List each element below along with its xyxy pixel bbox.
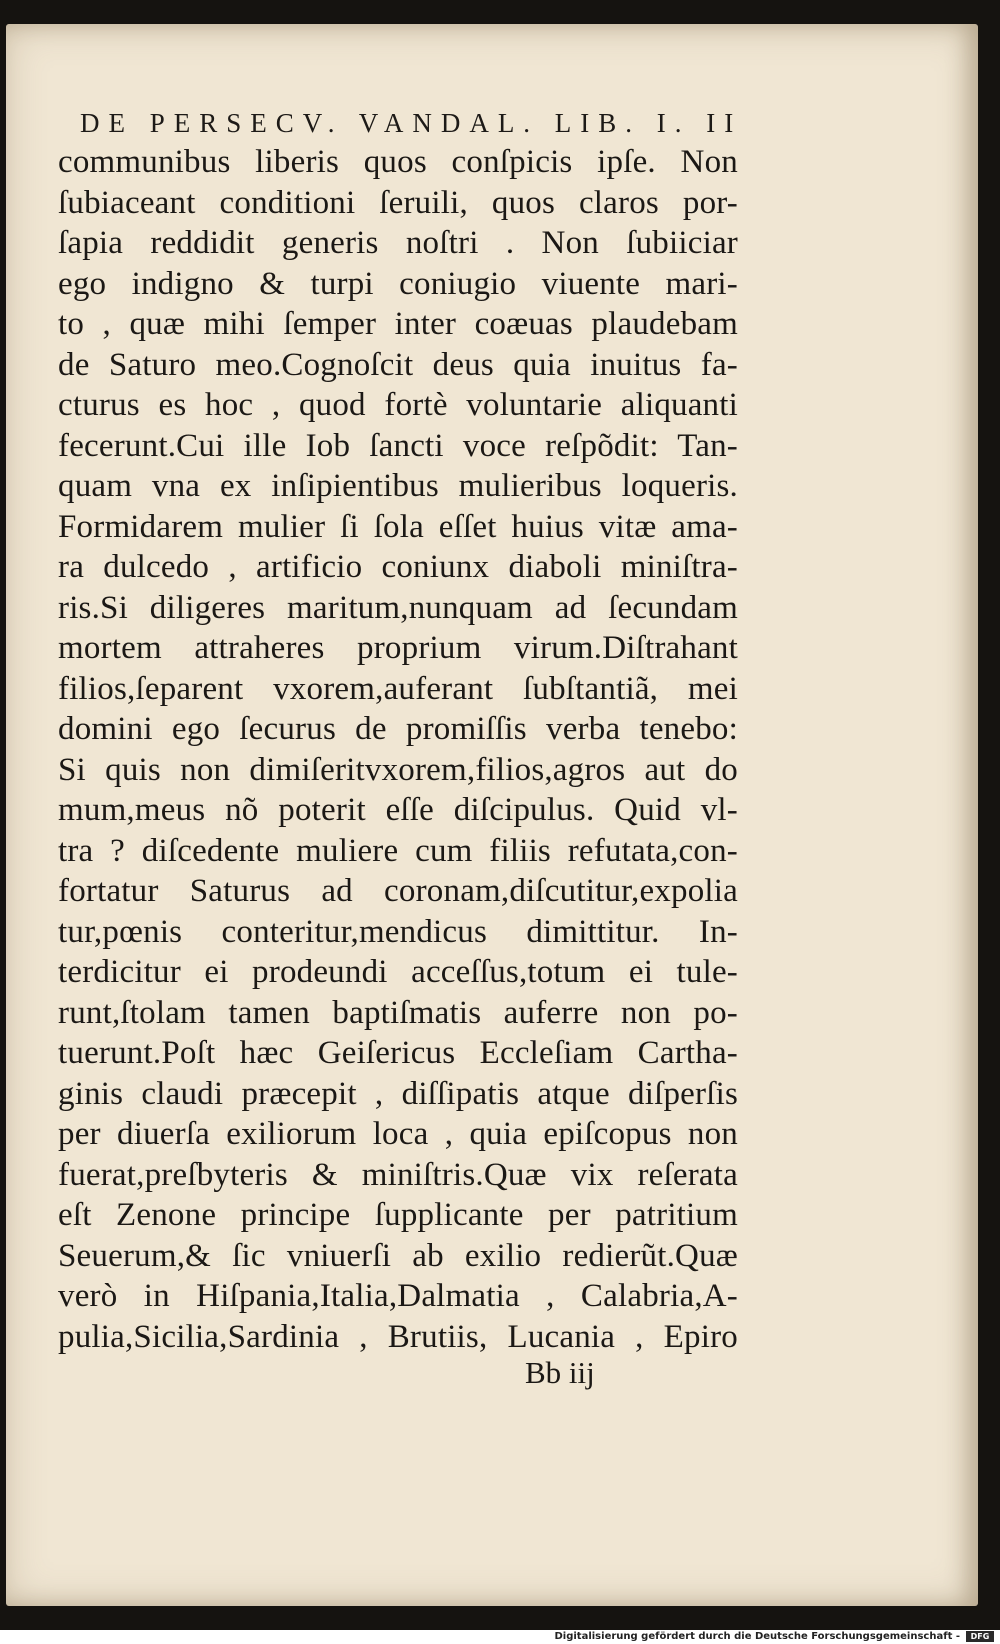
- text-line: mum,meus nõ poterit eſſe diſcipulus. Quid vl-: [58, 792, 738, 828]
- text-line: ris.Si diligeres maritum,nunquam ad ſecundam: [58, 589, 738, 626]
- text-line: communibus liberis quos conſpicis ipſe. Non: [58, 144, 738, 180]
- text-line: ra dulcedo , artificio coniunx diaboli miniſtra-: [58, 549, 738, 585]
- running-head: DE PERSECV. VANDAL. LIB. I. II: [80, 108, 743, 138]
- text-line: fuerat,preſbyteris & miniſtris.Quæ vix reſerata: [58, 1156, 738, 1193]
- text-line: tuerunt.Poſt hæc Geiſericus Eccleſiam Cartha-: [58, 1035, 738, 1071]
- text-line: fecerunt.Cui ille Iob ſancti voce reſpõdit: Tan-: [58, 427, 738, 464]
- text-line: ſubiaceant conditioni ſeruili, quos claros por-: [58, 184, 738, 221]
- text-line: terdicitur ei prodeundi acceſſus,totum ei tule-: [58, 954, 738, 990]
- text-line: eſt Zenone principe ſupplicante per patritium: [58, 1197, 738, 1233]
- text-line: runt,ſtolam tamen baptiſmatis auferre non po-: [58, 994, 738, 1031]
- body-text: [58, 142, 738, 1357]
- signature-mark: Bb iij: [525, 1355, 595, 1390]
- funding-note: Digitalisierung gefördert durch die Deutsche Forschungsgemeinschaft -: [554, 1631, 960, 1642]
- text-line: ſapia reddidit generis noſtri . Non ſubiiciar: [58, 225, 738, 261]
- text-line: de Saturo meo.Cognoſcit deus quia inuitus fa-: [58, 346, 738, 383]
- text-line: verò in Hiſpania,Italia,Dalmatia , Calabria,A-: [58, 1278, 738, 1314]
- text-line: Seuerum,& ſic vniuerſi ab exilio redierũt.Quæ: [58, 1237, 738, 1274]
- text-line: pulia,Sicilia,Sardinia , Brutiis, Lucania , Epiro: [58, 1318, 738, 1355]
- text-line: ginis claudi præcepit , diſſipatis atque diſperſis: [58, 1075, 738, 1112]
- footer-bar: [0, 1630, 1000, 1644]
- text-line: per diuerſa exiliorum loca , quia epiſcopus non: [58, 1116, 738, 1152]
- text-line: cturus es hoc , quod fortè voluntarie aliquanti: [58, 387, 738, 423]
- text-line: tur,pœnis conteritur,mendicus dimittitur. In-: [58, 913, 738, 950]
- text-line: Si quis non dimiſeritvxorem,filios,agros aut do: [58, 751, 738, 788]
- dfg-logo: DFG: [966, 1631, 994, 1642]
- text-line: quam vna ex inſipientibus mulieribus loqueris.: [58, 468, 738, 504]
- text-line: to , quæ mihi ſemper inter coæuas plaudebam: [58, 306, 738, 342]
- text-line: fortatur Saturus ad coronam,diſcutitur,expolia: [58, 873, 738, 909]
- text-line: Formidarem mulier ſi ſola eſſet huius vitæ ama-: [58, 508, 738, 545]
- text-line: tra ? diſcedente muliere cum filiis refutata,con-: [58, 832, 738, 869]
- text-line: filios,ſeparent vxorem,auferant ſubſtantiã, mei: [58, 670, 738, 707]
- text-line: ego indigno & turpi coniugio viuente mari-: [58, 265, 738, 302]
- text-line: domini ego ſecurus de promiſſis verba tenebo:: [58, 711, 738, 747]
- text-line: mortem attraheres proprium virum.Diſtrahant: [58, 630, 738, 666]
